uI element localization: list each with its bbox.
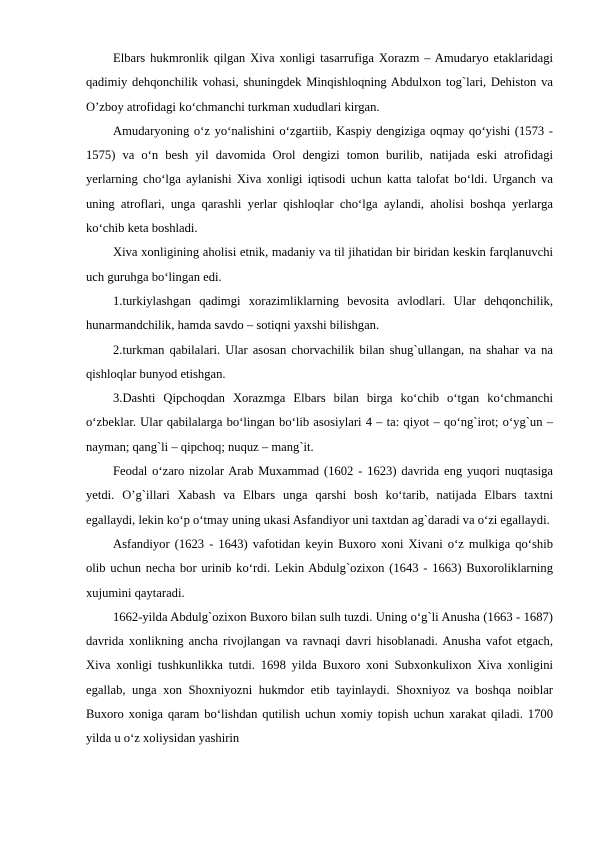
- paragraph: 3.Dashti Qipchoqdan Xorazmga Elbars bilan birga ko‘chib o‘tgan ko‘chmanchi o‘zbeklar. Ular qabilalarga bo‘lingan bo‘lib asosiylari 4 – ta: qiyot – qo‘ng`irot; o‘yg`un – nayman; qang`li – qipchoq; nuquz – mang`it.: [86, 391, 553, 454]
- paragraph: 2.turkman qabilalari. Ular asosan chorvachilik bilan shug`ullangan, na shahar va na qishloqlar bunyod etishgan.: [86, 342, 553, 381]
- paragraph: 1662-yilda Abdulg`ozixon Buxoro bilan sulh tuzdi. Uning o‘g`li Anusha (1663 - 1687) davrida xonlikning ancha rivojlangan va ravnaqi davri hisoblanadi. Anusha vafot etgach, Xiva xonligi tushkunlikka tutdi. 1698 yilda Buxoro xoni Subxonkulixon Xiva xonligini egallab, unga xon Shoxniyozni hukmdor etib tayinlaydi. Shoxniyoz va boshqa noiblar Buxoro xoniga qaram bo‘lishdan qutilish uchun xomiy topish uchun xarakat qiladi. 1700 yilda u o‘z xoliysidan yashirin: [86, 609, 553, 746]
- paragraph: Elbars hukmronlik qilgan Xiva xonligi tasarrufiga Xorazm – Amudaryo etaklaridagi qadimiy dehqonchilik vohasi, shuningdek Minqishloqning Abdulxon tog`lari, Dehiston va O’zboy atrofidagi ko‘chmanchi turkman xududlari kirgan.: [86, 51, 553, 114]
- paragraph: Asfandiyor (1623 - 1643) vafotidan keyin Buxoro xoni Xivani o‘z mulkiga qo‘shib olib uchun necha bor urinib ko‘rdi. Lekin Abdulg`ozixon (1643 - 1663) Buxoroliklarning xujumini qaytaradi.: [86, 536, 553, 600]
- paragraph: Xiva xonligining aholisi etnik, madaniy va til jihatidan bir biridan keskin farqlanuvchi uch guruhga bo‘lingan edi.: [86, 245, 553, 284]
- paragraph: 1.turkiylashgan qadimgi xorazimliklarning bevosita avlodlari. Ular dehqonchilik, hunarmandchilik, hamda savdo – sotiqni yaxshi bilishgan.: [86, 293, 553, 333]
- body-text: [86, 46, 553, 751]
- paragraph: Amudaryoning o‘z yo‘nalishini o‘zgartiib, Kaspiy dengiziga oqmay qo‘yishi (1573 - 1575) va o‘n besh yil davomida Orol dengizi tomon burilib, natijada eski atrofidagi yerlarning cho‘lga aylanishi Xiva xonligi iqtisodi uchun katta talofat bo‘ldi. Urganch va uning atroflari, unga qarashli yerlar qishloqlar cho‘lga aylandi, aholisi boshqa yerlarga ko‘chib keta boshladi.: [86, 123, 553, 236]
- paragraph: Feodal o‘zaro nizolar Arab Muxammad (1602 - 1623) davrida eng yuqori nuqtasiga yetdi. O’g`illari Xabash va Elbars unga qarshi bosh ko‘tarib, natijada Elbars taxtni egallaydi, lekin ko‘p o‘tmay uning ukasi Asfandiyor uni taxtdan ag`daradi va o‘zi egallaydi.: [86, 464, 553, 527]
